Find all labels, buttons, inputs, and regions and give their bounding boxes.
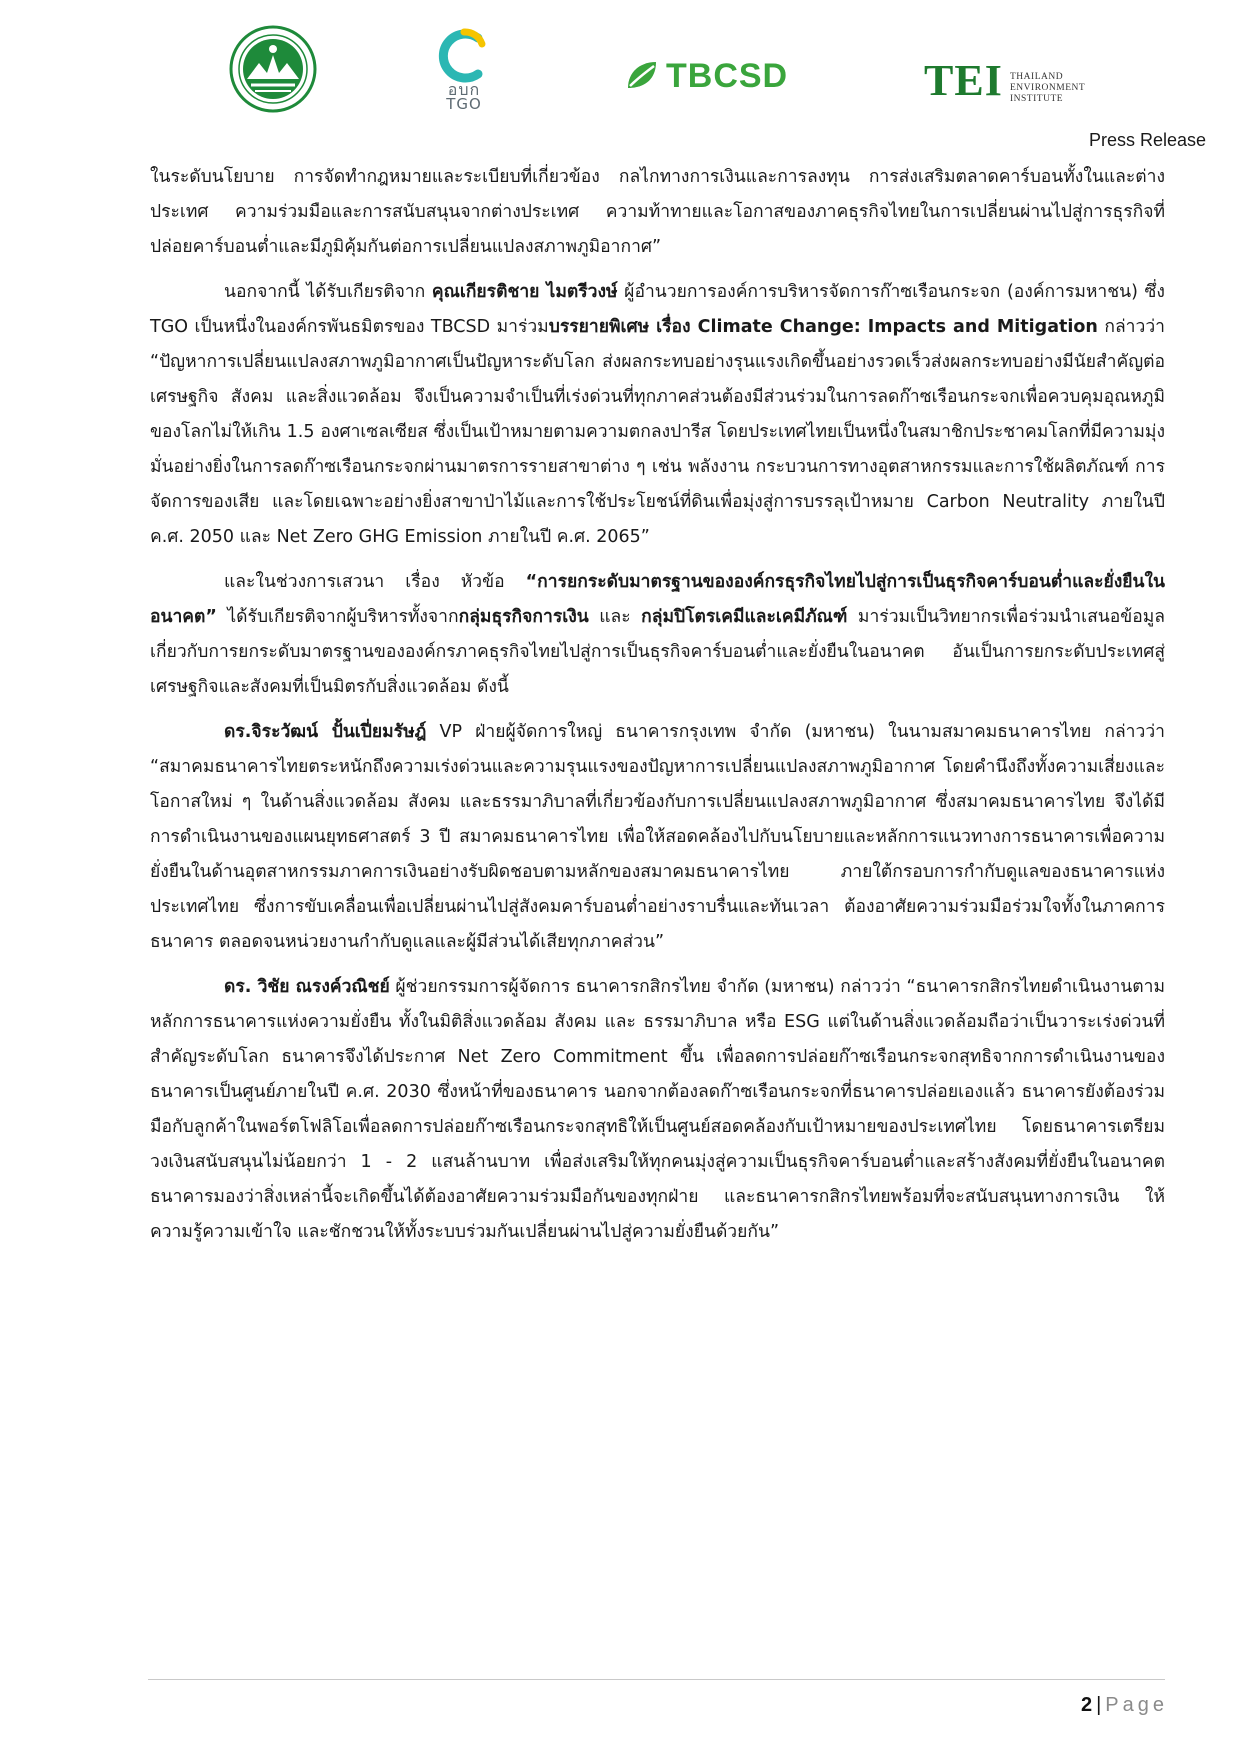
bold-text-segment: ดร.จิระวัฒน์ ปั้นเปี่ยมรัษฎ์	[224, 722, 427, 742]
text-segment: และในช่วงการเสวนา เรื่อง หัวข้อ	[224, 572, 526, 592]
tei-logo-sub-line-2: ENVIRONMENT	[1010, 83, 1086, 93]
text-segment: ในระดับนโยบาย การจัดทำกฎหมายและระเบียบที่เกี่ยวข้อง กลไกทางการเงินและการลงทุน การส่งเสริมตลาดคาร์บอนทั้งในและต่างประเทศ ความร่วมมือและการสนับสนุนจากต่างประเทศ ความท้าทายและโอกาสของภาคธุรกิจไทยในการเปลี่ยนผ่านไปสู่การธุรกิจที่ปล่อยคาร์บอนต่ำและมีภูมิคุ้มกันต่อการเปลี่ยนแปลงสภาพภูมิอากาศ”	[150, 167, 1165, 257]
text-segment: ผู้ช่วยกรรมการผู้จัดการ ธนาคารกสิกรไทย จำกัด (มหาชน) กล่าวว่า “ธนาคารกสิกรไทยดำเนินงานตามหลักการธนาคารแห่งความยั่งยืน ทั้งในมิติสิ่งแวดล้อม สังคม และ ธรรมาภิบาล หรือ ESG แต่ในด้านสิ่งแวดล้อมถือว่าเป็นวาระเร่งด่วนที่สำคัญระดับโลก ธนาคารจึงได้ประกาศ Net Zero Commitment ขึ้น เพื่อลดการปล่อยก๊าซเรือนกระจกสุทธิจากการดำเนินงานของธนาคารเป็นศูนย์ภายในปี ค.ศ. 2030 ซึ่งหน้าที่ของธนาคาร นอกจากต้องลดก๊าซเรือนกระจกที่ธนาคารปล่อยเองแล้ว ธนาคารยังต้องร่วมมือกับลูกค้าในพอร์ตโฟลิโอเพื่อลดการปล่อยก๊าซเรือนกระจกสุทธิให้เป็นศูนย์สอดคล้องกับเป้าหมายของประเทศไทย โดยธนาคารเตรียมวงเงินสนับสนุนไม่น้อยกว่า 1 - 2 แสนล้านบาท เพื่อส่งเสริมให้ทุกคนมุ่งสู่ความเป็นธุรกิจคาร์บอนต่ำและสร้างสังคมที่ยั่งยืนในอนาคต ธนาคารมองว่าสิ่งเหล่านี้จะเกิดขึ้นได้ต้องอาศัยความร่วมมือกันของทุกฝ่าย และธนาคารกสิกรไทยพร้อมที่จะสนับสนุนทางการเงิน ให้ความรู้ความเข้าใจ และชักชวนให้ทั้งระบบร่วมกันเปลี่ยนผ่านไปสู่ความยั่งยืนด้วยกัน”	[150, 977, 1165, 1242]
tei-logo-text: TEI	[924, 56, 1003, 105]
bold-text-segment: ดร. วิชัย ณรงค์วณิชย์	[224, 977, 390, 997]
paragraph	[150, 565, 1165, 705]
text-segment: และ	[588, 607, 642, 627]
bold-text-segment: กลุ่มธุรกิจการเงิน	[458, 607, 589, 627]
paragraph	[150, 715, 1165, 960]
paragraph	[150, 970, 1165, 1250]
bold-text-segment: “การยกระดับมาตรฐานขององค์กรธุรกิจไทยไปสู่การเป็นธุรกิจคาร์บอนต่ำและยั่งยืนในอนาคต”	[150, 572, 1165, 627]
page-number-label: Page	[1105, 1694, 1168, 1716]
text-segment: ผู้อำนวยการองค์การบริหารจัดการก๊าซเรือนกระจก (องค์การมหาชน) ซึ่ง TGO เป็นหนึ่งในองค์กรพันธมิตรของ TBCSD มาร่วม	[150, 282, 1165, 337]
text-segment: มาร่วมเป็นวิทยากรเพื่อร่วมนำเสนอข้อมูลเกี่ยวกับการยกระดับมาตรฐานขององค์กรภาคธุรกิจไทยไปสู่การเป็นธุรกิจคาร์บอนต่ำและยั่งยืนในอนาคต อันเป็นการยกระดับประเทศสู่เศรษฐกิจและสังคมที่เป็นมิตรกับสิ่งแวดล้อม ดังนี้	[150, 607, 1165, 697]
text-segment: กล่าวว่า “ปัญหาการเปลี่ยนแปลงสภาพภูมิอากาศเป็นปัญหาระดับโลก ส่งผลกระทบอย่างรุนแรงเกิดขึ้นอย่างรวดเร็วส่งผลกระทบอย่างมีนัยสำคัญต่อเศรษฐกิจ สังคม และสิ่งแวดล้อม จึงเป็นความจำเป็นที่เร่งด่วนที่ทุกภาคส่วนต้องมีส่วนร่วมในการลดก๊าซเรือนกระจกเพื่อควบคุมอุณหภูมิของโลกไม่ให้เกิน 1.5 องศาเซลเซียส ซึ่งเป็นเป้าหมายตามความตกลงปารีส โดยประเทศไทยเป็นหนึ่งในสมาชิกประชาคมโลกที่มีความมุ่งมั่นอย่างยิ่งในการลดก๊าซเรือนกระจกผ่านมาตรการรายสาขาต่าง ๆ เช่น พลังงาน กระบวนการทางอุตสาหกรรมและการใช้ผลิตภัณฑ์ การจัดการของเสีย และโดยเฉพาะอย่างยิ่งสาขาป่าไม้และการใช้ประโยชน์ที่ดินเพื่อมุ่งสู่การบรรลุเป้าหมาย Carbon Neutrality ภายในปี ค.ศ. 2050 และ Net Zero GHG Emission ภายในปี ค.ศ. 2065”	[150, 317, 1165, 547]
bold-text-segment: กลุ่มปิโตรเคมีและเคมีภัณฑ์	[641, 607, 848, 627]
text-segment: VP ฝ่ายผู้จัดการใหญ่ ธนาคารกรุงเทพ จำกัด (มหาชน) ในนามสมาคมธนาคารไทย กล่าวว่า “สมาคมธนาคารไทยตระหนักถึงความเร่งด่วนและความรุนแรงของปัญหาการเปลี่ยนแปลงสภาพภูมิอากาศ โดยคำนึงถึงทั้งความเสี่ยงและโอกาสใหม่ ๆ ในด้านสิ่งแวดล้อม สังคม และธรรมาภิบาลที่เกี่ยวข้องกับการเปลี่ยนแปลงสภาพภูมิอากาศ ซึ่งสมาคมธนาคารไทย จึงได้มีการดำเนินงานของแผนยุทธศาสตร์ 3 ปี สมาคมธนาคารไทย เพื่อให้สอดคล้องไปกับนโยบายและหลักการแนวทางการธนาคารเพื่อความยั่งยืนในด้านอุตสาหกรรมภาคการเงินอย่างรับผิดชอบตามหลักของสมาคมธนาคารไทย ภายใต้กรอบการกำกับดูแลของธนาคารแห่งประเทศไทย ซึ่งการขับเคลื่อนเพื่อเปลี่ยนผ่านไปสู่สังคมคาร์บอนต่ำอย่างราบรื่นและทันเวลา ต้องอาศัยความร่วมมือร่วมใจทั้งในภาคการธนาคาร ตลอดจนหน่วยงานกำกับดูแลและผู้มีส่วนได้เสียทุกภาคส่วน”	[150, 722, 1165, 952]
tgo-logo-latin-text: TGO	[446, 95, 482, 113]
page-number-value: 2	[1080, 1694, 1093, 1716]
tei-logo-sub-line-3: INSTITUTE	[1010, 94, 1064, 104]
press-release-label: Press Release	[1088, 130, 1206, 150]
paragraph	[150, 275, 1165, 555]
tbcsd-logo-text: TBCSD	[666, 57, 789, 95]
paragraph	[150, 160, 1165, 265]
page-number-separator: |	[1096, 1694, 1102, 1716]
bold-text-segment: บรรยายพิเศษ เรื่อง Climate Change: Impacts and Mitigation	[548, 317, 1098, 337]
page-number	[1000, 1692, 1168, 1718]
text-segment: นอกจากนี้ ได้รับเกียรติจาก	[224, 282, 432, 302]
tgo-logo-thai-text: อบก	[447, 80, 481, 99]
text-segment: ได้รับเกียรติจากผู้บริหารทั้งจาก	[216, 607, 459, 627]
bold-text-segment: คุณเกียรติชาย ไมตรีวงษ์	[431, 282, 618, 302]
tbcsd-leaf-icon	[624, 58, 660, 92]
department-seal-logo	[229, 25, 317, 113]
footer-divider	[148, 1679, 1165, 1680]
tei-logo-sub-line-1: THAILAND	[1010, 72, 1064, 82]
article-body	[150, 160, 1165, 1260]
